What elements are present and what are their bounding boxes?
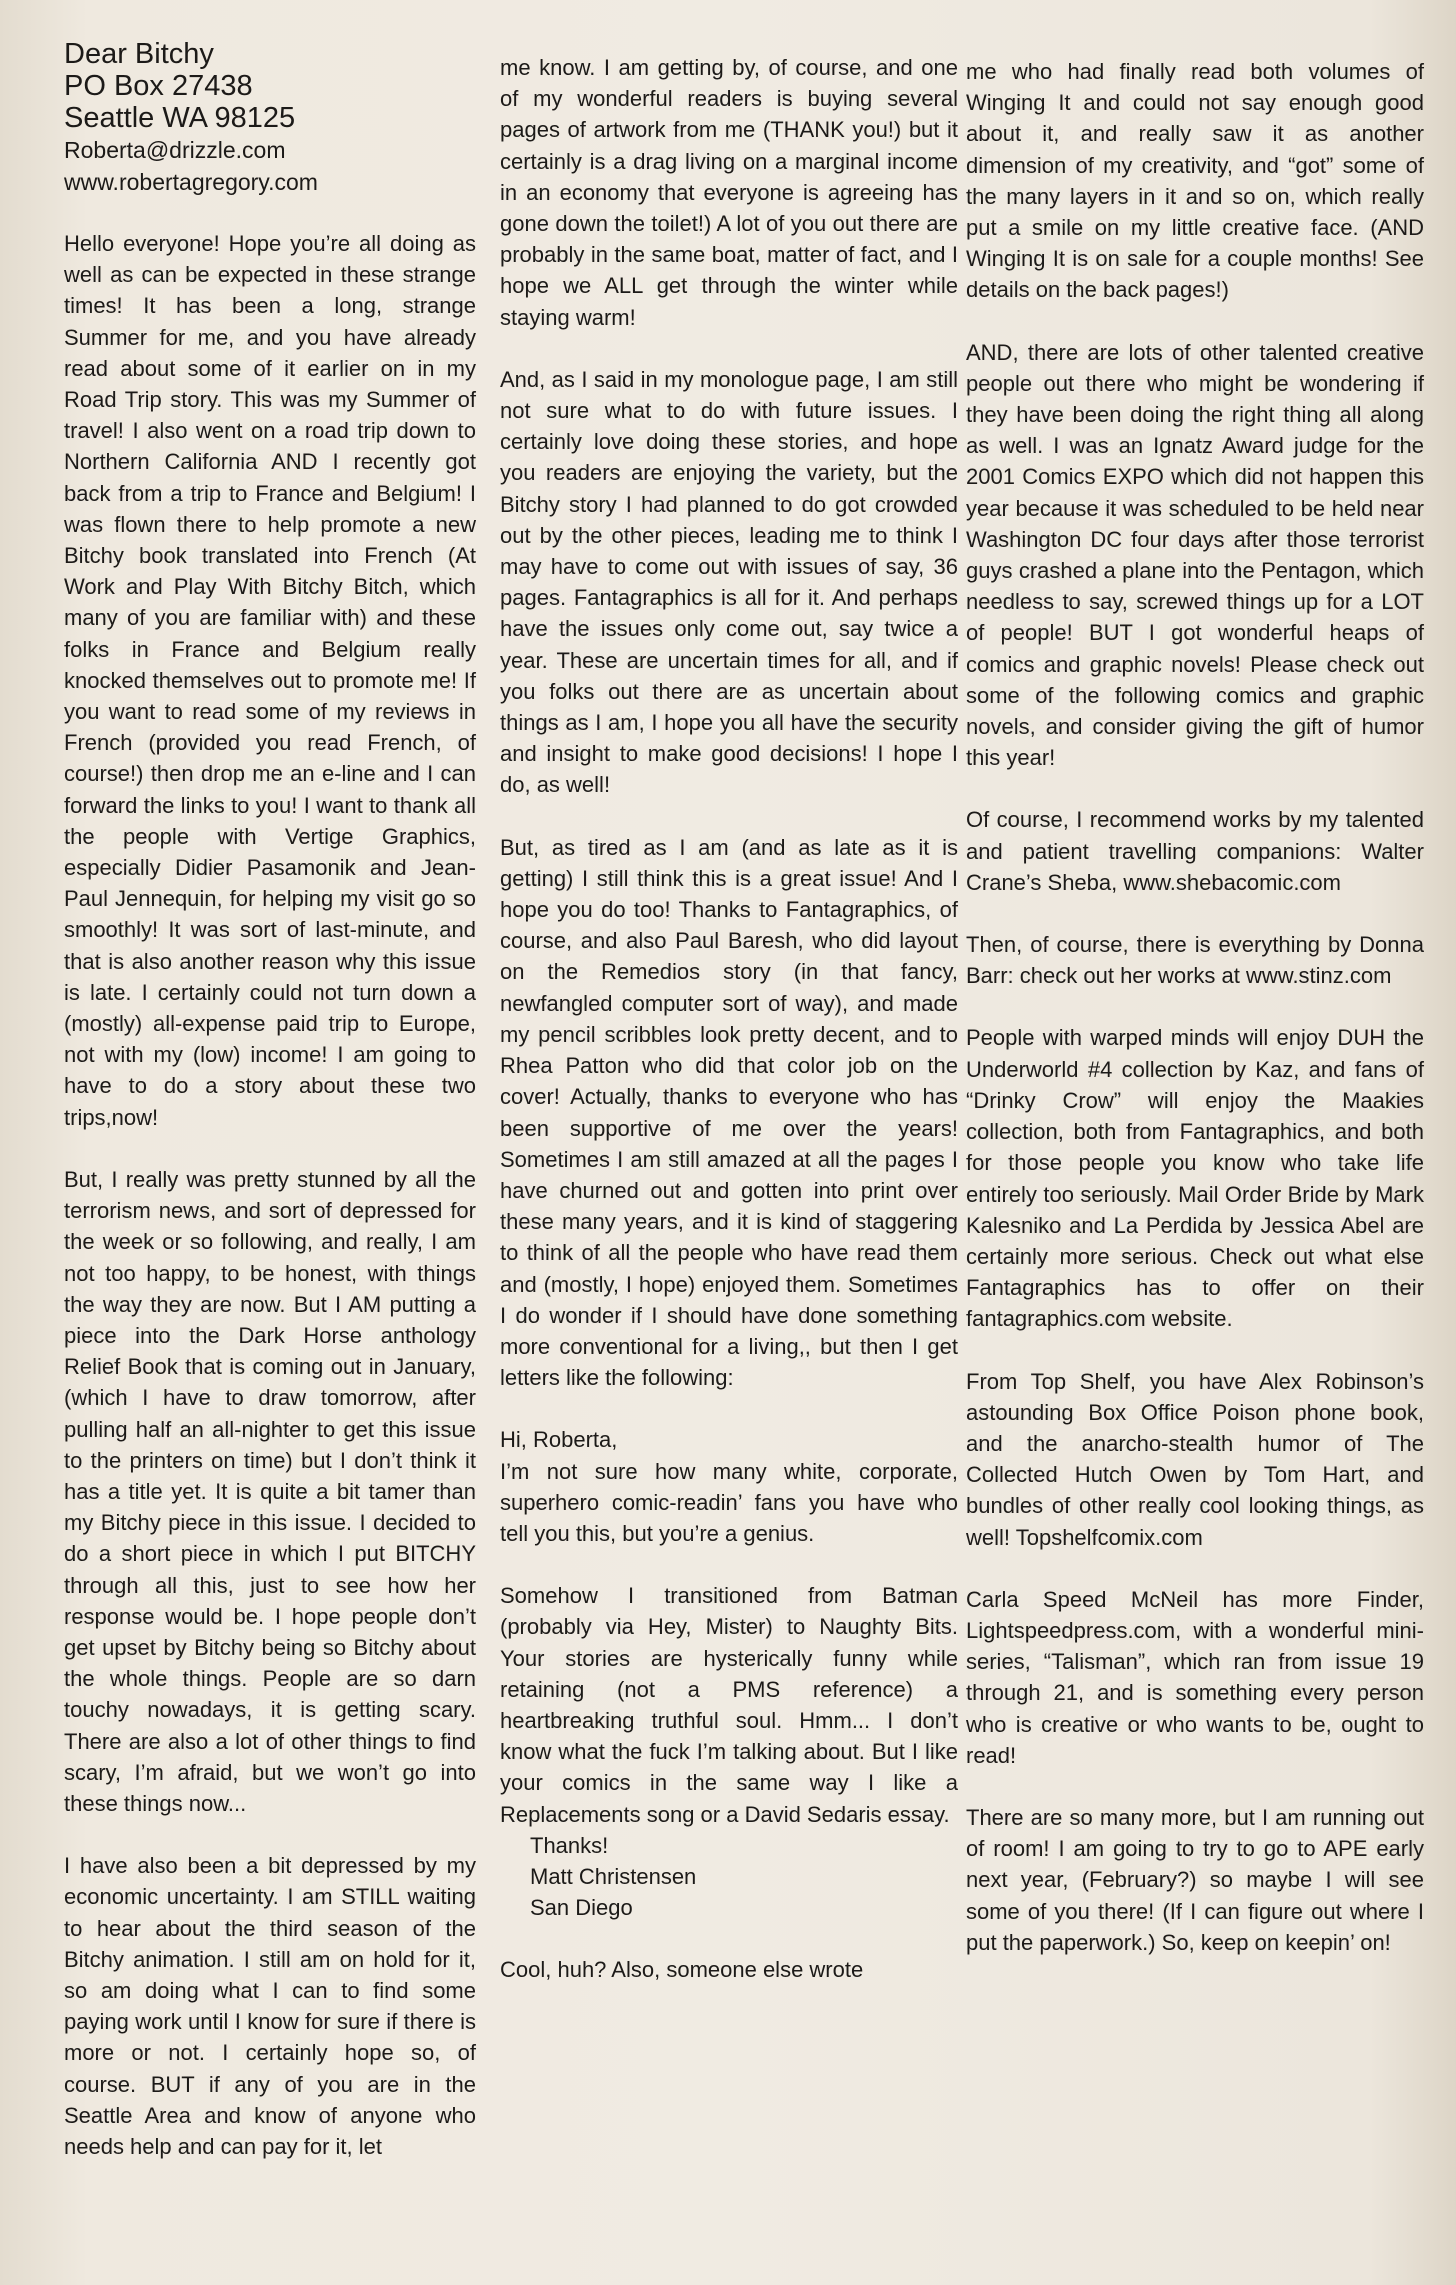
signoff-thanks: Thanks! [530, 1832, 609, 1858]
column-1 [64, 38, 476, 2162]
address-website: www.robertagregory.com [64, 169, 318, 195]
signoff-name: Matt Christensen [530, 1863, 697, 1889]
paragraph: me who had finally read both volumes of Winging It and could not say enough good about it, and really saw it as another dimension of my creativity, and “got” some of the many layers in it and so on, which really put a smile on my little creative face. (AND Winging It is on sale for a couple months! See details on the back pages!) [966, 59, 1424, 303]
paragraph: And, as I said in my monologue page, I am still not sure what to do with future issues. I certainly love doing these stories, and hope you readers are enjoying the variety, but the Bitchy story I had planned to do got crowded out by the other pieces, leading me to think I may have to come out with issues of say, 36 pages. Fantagraphics is all for it. And perhaps have the issues only come out, say twice a year. These are uncertain times for all, and if you folks out there are as uncertain about things as I am, I hope you all have the security and insight to make good decisions! I hope I do, as well! [500, 366, 958, 798]
paragraph: Hello everyone! Hope you’re all doing as well as can be expected in these strange times! It has been a long, strange Summer for me, and you have already read about some of it earlier on in my Road Trip story. This was my Summer of travel! I also went on a road trip down to Northern California AND I recently got back from a trip to France and Belgium! I was flown there to help promote a new Bitchy book translated into French (At Work and Play With Bitchy Bitch, which many of you are familiar with) and these folks in France and Belgium really knocked themselves out to promote me! If you want to read some of my reviews in French (provided you read French, of course!) then drop me an e-line and I can forward the links to you! I want to thank all the people with Vertige Graphics, especially Didier Pasamonik and Jean-Paul Jennequin, for helping my visit go so smoothly! It was sort of last-minute, and that is also another reason why this issue is late. I certainly could not turn down a (mostly) all-expense paid trip to Europe, not with my (low) income! I am going to have to do a story about these two trips,now! [64, 231, 476, 1130]
letter-signoff [500, 1830, 958, 1924]
paragraph: I have also been a bit depressed by my economic uncertainty. I am STILL waiting to hear about the third season of the Bitchy animation. I still am on hold for it, so am doing what I can to find some paying work until I know for sure if there is more or not. I certainly hope so, of course. BUT if any of you are in the Seattle Area and know of anyone who needs help and can pay for it, let [64, 1853, 476, 2159]
paragraph: me know. I am getting by, of course, and one of my wonderful readers is buying several pages of artwork from me (THANK you!) but it certainly is a drag living on a marginal income in an economy that everyone is agreeing has gone down the toilet!) A lot of you out there are probably in the same boat, matter of fact, and I hope we ALL get through the winter while staying warm! [500, 55, 958, 330]
address-email: Roberta@drizzle.com [64, 137, 286, 163]
paragraph: But, I really was pretty stunned by all the terrorism news, and sort of depressed for the week or so following, and really, I am not too happy, to be honest, with things the way they are now. But I AM putting a piece into the Dark Horse anthology Relief Book that is coming out in January, (which I have to draw tomorrow, after pulling half an all-nighter to get this issue to the printers on time) but I don’t think it has a title yet. It is quite a bit tamer than my Bitchy piece in this issue. I decided to do a short piece in which I put BITCHY through all this, just to see how her response would be. I hope people don’t get upset by Bitchy being so Bitchy about the whole things. People are so darn touchy nowadays, it is getting scary. There are also a lot of other things to find scary, I’m afraid, but we won’t go into these things now... [64, 1166, 476, 1816]
address-city: Seattle WA 98125 [64, 102, 296, 134]
paragraph: Carla Speed McNeil has more Finder, Lightspeedpress.com, with a wonderful mini-series, “Talisman”, which ran from issue 19 through 21, and is something every person who is creative or who wants to be, ought to read! [966, 1586, 1424, 1768]
paragraph: There are so many more, but I am running out of room! I am going to try to go to APE early next year, (February?) so maybe I will see some of you there! (If I can figure out where I put the paperwork.) So, keep on keepin’ on! [966, 1804, 1424, 1955]
paragraph: Cool, huh? Also, someone else wrote [500, 1957, 864, 1983]
column-2 [500, 52, 958, 1986]
paragraph: But, as tired as I am (and as late as it is getting) I still think this is a great issue! And I hope you do too! Thanks to Fantagraphics, of course, and also Paul Baresh, who did layout on the Remedios story (in that fancy, newfangled computer sort of way), and made my pencil scribbles look pretty decent, and to Rhea Patton who did that color job on the cover! Actually, thanks to everyone who has been supportive of me over the years! Sometimes I am still amazed at all the pages I have churned out and gotten into print over these many years, and it is kind of staggering to think of all the people who have read them and (mostly, I hope) enjoyed them. Sometimes I do wonder if I should have done something more conventional for a living,, but then I get letters like the following: [500, 834, 958, 1391]
paragraph: From Top Shelf, you have Alex Robinson’s astounding Box Office Poison phone book, and the anarcho-stealth humor of The Collected Hutch Owen by Tom Hart, and bundles of other really cool looking things, as well! Topshelfcomix.com [966, 1368, 1424, 1550]
paragraph: AND, there are lots of other talented creative people out there who might be wondering if they have been doing the right thing all along as well. I was an Ignatz Award judge for the 2001 Comics EXPO which did not happen this year because it was scheduled to be held near Washington DC four days after those terrorist guys crashed a plane into the Pentagon, which needless to say, screwed things up for a LOT of people! BUT I got wonderful heaps of comics and graphic novels! Please check out some of the following comics and graphic novels, and consider giving the gift of humor this year! [966, 339, 1424, 771]
paragraph: People with warped minds will enjoy DUH the Underworld #4 collection by Kaz, and fans of “Drinky Crow” will enjoy the Maakies collection, both from Fantagraphics, and both for those people you know who take life entirely too seriously. Mail Order Bride by Mark Kalesniko and La Perdida by Jessica Abel are certainly more serious. Check out what else Fantagraphics has to offer on their fantagraphics.com website. [966, 1025, 1424, 1332]
signoff-city: San Diego [530, 1895, 633, 1921]
quoted-letter-opening: Hi, Roberta, I’m not sure how many white, corporate, superhero comic-readin’ fans you have who tell you this, but you’re a genius. [500, 1427, 958, 1546]
address-name: Dear Bitchy [64, 38, 214, 70]
mailing-address [64, 38, 476, 198]
paragraph: Then, of course, there is everything by Donna Barr: check out her works at www.stinz.com [966, 932, 1424, 989]
address-po-box: PO Box 27438 [64, 70, 253, 102]
column-3 [966, 56, 1424, 1958]
paragraph: Of course, I recommend works by my talented and patient travelling companions: Walter Crane’s Sheba, www.shebacomic.com [966, 807, 1424, 895]
quoted-letter-body: Somehow I transitioned from Batman (probably via Hey, Mister) to Naughty Bits. Your stories are hysterically funny while retaining (not a PMS reference) a heartbreaking truthful soul. Hmm... I don’t know what the fuck I’m talking about. But I like your comics in the same way I like a Replacements song or a David Sedaris essay. [500, 1583, 958, 1827]
